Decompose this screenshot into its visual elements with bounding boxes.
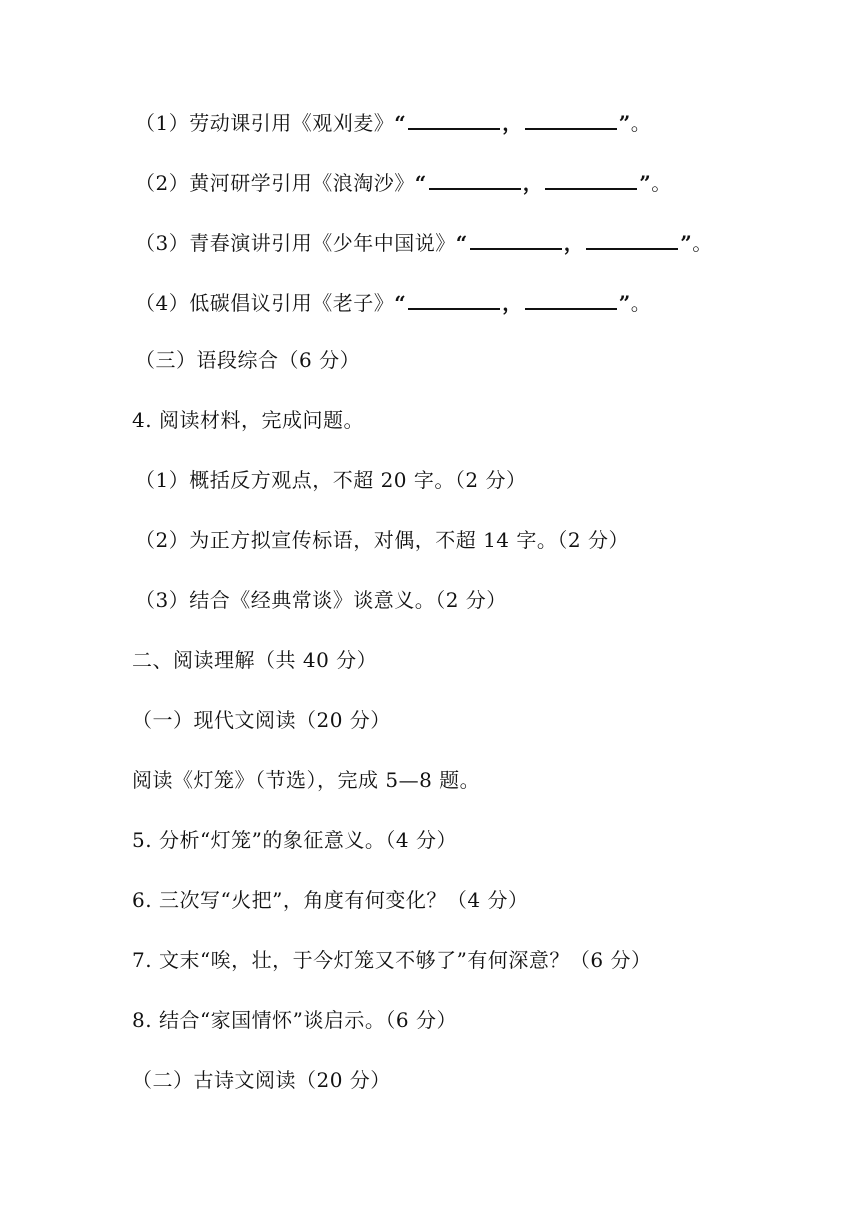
question-7: 7. 文末“唉，壮，于今灯笼又不够了”有何深意？（6 分） bbox=[132, 948, 652, 972]
section-heading-classical: （二）古诗文阅读（20 分） bbox=[132, 1068, 391, 1092]
answer-blank[interactable] bbox=[470, 226, 562, 250]
comma: ， bbox=[502, 291, 523, 315]
close-quote: ” bbox=[618, 111, 631, 135]
answer-blank[interactable] bbox=[525, 286, 617, 310]
fill-item-1 bbox=[135, 106, 651, 137]
answer-blank[interactable] bbox=[545, 166, 637, 190]
close-quote: ” bbox=[639, 171, 652, 195]
open-quote: “ bbox=[394, 291, 407, 315]
period: 。 bbox=[630, 291, 652, 315]
part-heading-2: 二、阅读理解（共 40 分） bbox=[132, 648, 378, 672]
fill-item-1-text: （1）劳动课引用《观刈麦》 bbox=[135, 111, 395, 135]
open-quote: “ bbox=[394, 111, 407, 135]
fill-item-3-text: （3）青春演讲引用《少年中国说》 bbox=[135, 231, 456, 255]
close-quote: ” bbox=[680, 231, 693, 255]
question-4: 4. 阅读材料，完成问题。 bbox=[132, 408, 364, 432]
comma: ， bbox=[522, 171, 544, 195]
question-6: 6. 三次写“火把”，角度有何变化？（4 分） bbox=[132, 888, 529, 912]
question-8: 8. 结合“家国情怀”谈启示。（6 分） bbox=[132, 1008, 457, 1032]
open-quote: “ bbox=[455, 231, 468, 255]
open-quote: “ bbox=[414, 171, 427, 195]
period: 。 bbox=[651, 171, 672, 195]
question-5: 5. 分析“灯笼”的象征意义。（4 分） bbox=[132, 828, 457, 852]
question-4-sub-1: （1）概括反方观点，不超 20 字。（2 分） bbox=[135, 468, 527, 492]
section-heading-3: （三）语段综合（6 分） bbox=[135, 348, 361, 372]
answer-blank[interactable] bbox=[586, 226, 678, 250]
period: 。 bbox=[692, 231, 713, 255]
reading-intro: 阅读《灯笼》（节选），完成 5—8 题。 bbox=[132, 768, 481, 792]
fill-item-3 bbox=[135, 226, 713, 257]
section-heading-modern: （一）现代文阅读（20 分） bbox=[132, 708, 391, 732]
answer-blank[interactable] bbox=[429, 166, 521, 190]
fill-item-4-text: （4）低碳倡议引用《老子》 bbox=[135, 291, 395, 315]
answer-blank[interactable] bbox=[525, 106, 617, 130]
comma: ， bbox=[563, 231, 585, 255]
answer-blank[interactable] bbox=[408, 286, 500, 310]
question-4-sub-3: （3）结合《经典常谈》谈意义。（2 分） bbox=[135, 588, 507, 612]
close-quote: ” bbox=[618, 291, 631, 315]
period: 。 bbox=[630, 111, 652, 135]
fill-item-4 bbox=[135, 286, 651, 317]
question-4-sub-2: （2）为正方拟宣传标语，对偶，不超 14 字。（2 分） bbox=[135, 528, 629, 552]
fill-item-2 bbox=[135, 166, 672, 197]
fill-item-2-text: （2）黄河研学引用《浪淘沙》 bbox=[135, 171, 415, 195]
answer-blank[interactable] bbox=[408, 106, 500, 130]
comma: ， bbox=[502, 111, 523, 135]
